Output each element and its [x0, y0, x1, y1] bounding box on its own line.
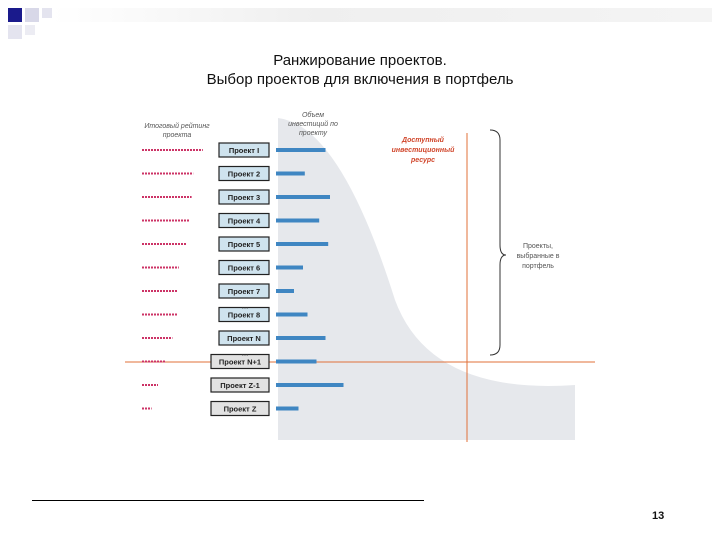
investment-bar-6 [276, 266, 303, 270]
project-label-3: Проект 3 [227, 193, 261, 202]
investment-bar-10 [276, 360, 317, 364]
investment-bar-1 [276, 148, 326, 152]
invest-header-line-1: Объем [301, 112, 325, 119]
investment-bar-7 [276, 289, 294, 293]
investment-bar-3 [276, 195, 330, 199]
selected-label-line-3: портфель [522, 263, 554, 270]
investment-bar-5 [276, 242, 328, 246]
project-label-9: Проект N [227, 334, 261, 343]
slide-title-line-1: Ранжирование проектов. [273, 52, 447, 69]
invest-header-line-2: инвестиций по [288, 121, 338, 128]
ellipsis-before-11: ... [241, 348, 249, 358]
project-label-7: Проект 7 [227, 287, 261, 296]
rating-header-line-2: проекта [162, 132, 192, 139]
selected-projects-label [517, 243, 560, 270]
investment-bar-4 [276, 219, 319, 223]
page-number: 13 [652, 510, 665, 522]
project-label-1: Проект I [228, 146, 260, 155]
selected-projects-bracket [490, 130, 506, 355]
project-label-5: Проект 5 [227, 240, 261, 249]
resource-label-line-1: Доступный [402, 137, 444, 144]
investment-bar-11 [276, 383, 344, 387]
slide-title-line-2: Выбор проектов для включения в портфель [206, 71, 514, 88]
ellipsis-before-9: ... [241, 301, 249, 311]
rating-column-header [144, 122, 210, 139]
investment-bar-2 [276, 172, 305, 176]
project-label-8: Проект 8 [227, 310, 261, 320]
project-label-2: Проект 2 [227, 169, 261, 179]
resource-label-line-3: ресурс [410, 157, 436, 164]
project-label-11: Проект Z-1 [220, 381, 260, 390]
rating-header-line-1: Итоговый рейтинг [144, 123, 210, 130]
project-label-10: Проект N+1 [218, 357, 262, 367]
project-label-4: Проект 4 [227, 216, 261, 226]
selected-label-line-2: выбранные в [516, 253, 560, 260]
project-label-12: Проект Z [223, 404, 257, 414]
invest-header-line-3: проекту [298, 130, 328, 137]
investment-bar-9 [276, 336, 326, 340]
selected-label-line-1: Проекты, [522, 243, 554, 250]
investment-bar-12 [276, 407, 299, 411]
project-label-6: Проект 6 [227, 263, 261, 273]
footer-divider [32, 500, 424, 501]
resource-label-line-2: инвестиционный [391, 147, 455, 154]
available-resource-label [392, 136, 455, 164]
investment-bar-8 [276, 313, 308, 317]
investment-curve-area [278, 118, 575, 440]
